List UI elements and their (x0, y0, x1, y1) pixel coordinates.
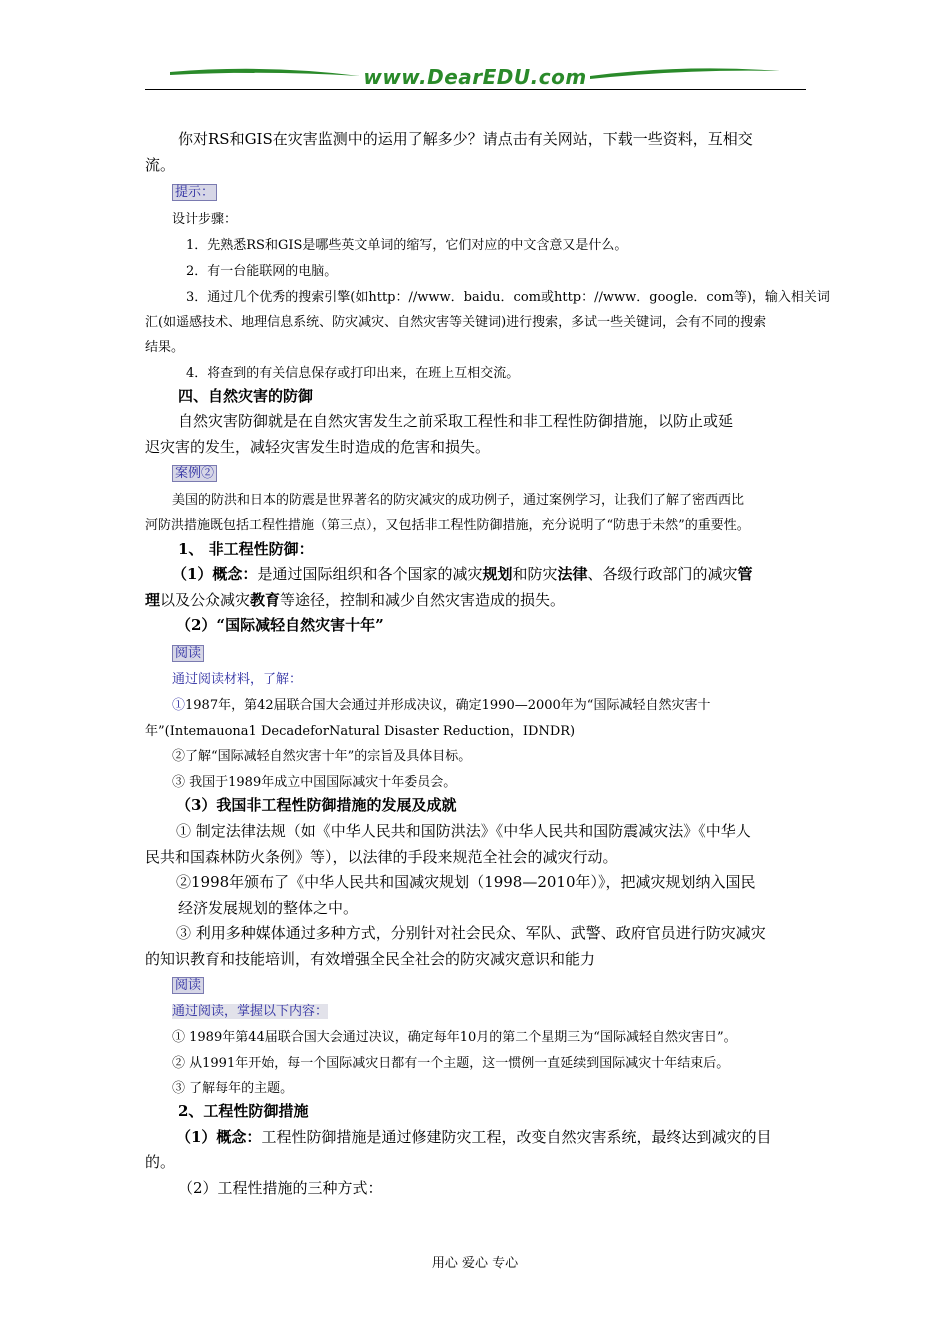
section-4-para-line-2: 迟灾害的发生，减轻灾害发生时造成的危害和损失。 (145, 438, 491, 456)
concept-text-3: 、各级行政部门的减灾 (587, 565, 738, 583)
intro-line-2: 流。 (145, 156, 176, 174)
concept-text-1: 是通过国际组织和各个国家的减灾 (257, 565, 483, 583)
case-line-2: 河防洪措施既包括工程性措施（第三点），又包括非工程性防御措施，充分说明了“防患于未然”的重要性。 (145, 518, 750, 533)
concept-text-4: 以及公众减灾 (160, 591, 251, 609)
engineering-concept-line-2: 的。 (145, 1153, 176, 1171)
read-1-item-1-marker: ① (172, 698, 186, 713)
read-2-intro-wrap (172, 1000, 328, 1019)
step-3-line-3: 结果。 (145, 340, 185, 355)
header-rule (145, 89, 806, 90)
page-footer: 用心 爱心 专心 (431, 1256, 519, 1271)
step-3-line-1: 3．通过几个优秀的搜索引擎(如http：//www．baidu．com或http：//www．google．com等)，输入相关词 (186, 290, 830, 305)
left-swoosh (170, 69, 360, 76)
china-item-1-line-1: ① 制定法律法规（如《中华人民共和国防洪法》《中华人民共和国防震减灾法》《中华人 (176, 822, 751, 840)
site-logo-text[interactable]: www.DearEDU.com (363, 65, 587, 89)
read-2-item-2: ② 从1991年开始，每一个国际减灾日都有一个主题，这一惯例一直延续到国际减灾十年结束后。 (172, 1056, 730, 1071)
concept-label: （1）概念： (172, 565, 258, 583)
read-tag-1: 阅读 (172, 645, 204, 662)
read-2-item-3: ③ 了解每年的主题。 (172, 1081, 294, 1096)
tip-tag: 提示： (172, 184, 217, 201)
right-swoosh (590, 68, 780, 79)
non-engineering-title: 1、 非工程性防御： (178, 540, 314, 558)
concept-1-line-2 (145, 589, 565, 610)
china-item-3-line-1: ③ 利用多种媒体通过多种方式，分别针对社会民众、军队、武警、政府官员进行防灾减灾 (176, 924, 766, 942)
keyword-manage: 管 (737, 565, 753, 583)
keyword-manage-2: 理 (145, 591, 161, 609)
read-label-1 (172, 642, 204, 661)
keyword-education: 教育 (250, 591, 281, 609)
keyword-law: 法律 (557, 565, 588, 583)
engineering-concept-line-1 (176, 1126, 771, 1147)
case-line-1: 美国的防洪和日本的防震是世界著名的防灾减灾的成功例子，通过案例学习，让我们了解了密西西比 (172, 493, 745, 508)
case-tag: 案例② (172, 465, 217, 482)
step-4: 4．将查到的有关信息保存或打印出来，在班上互相交流。 (186, 366, 520, 381)
step-1: 1．先熟悉RS和GIS是哪些英文单词的缩写，它们对应的中文含意又是什么。 (186, 238, 628, 253)
decade-title: （2）“国际减轻自然灾害十年” (176, 616, 384, 634)
read-1-item-2: ②了解“国际减轻自然灾害十年”的宗旨及具体目标。 (172, 749, 472, 764)
china-item-2-line-2: 经济发展规划的整体之中。 (178, 899, 359, 917)
read-1-item-1-line-2: 年”(Intemauona1 DecadeforNatural Disaster Reduction，IDNDR) (145, 724, 576, 739)
concept-text-5: 等途径，控制和减少自然灾害造成的损失。 (280, 591, 566, 609)
engineering-concept-label: （1）概念： (176, 1128, 262, 1146)
engineering-concept-text: 工程性防御措施是通过修建防灾工程，改变自然灾害系统，最终达到减灾的目 (261, 1128, 772, 1146)
read-label-2 (172, 974, 204, 993)
read-1-item-1-text: 1987年，第42届联合国大会通过并形成决议，确定1990—2000年为“国际减轻自然灾害十 (185, 698, 711, 713)
read-1-item-3: ③ 我国于1989年成立中国国际减灾十年委员会。 (172, 775, 457, 790)
concept-text-2: 和防灾 (512, 565, 558, 583)
china-item-3-line-2: 的知识教育和技能培训，有效增强全民全社会的防灾减灾意识和能力 (145, 950, 596, 968)
section-4-para-line-1: 自然灾害防御就是在自然灾害发生之前采取工程性和非工程性防御措施，以防止或延 (178, 412, 734, 430)
step-2: 2．有一台能联网的电脑。 (186, 264, 338, 279)
read-1-item-1-line-1 (172, 694, 710, 713)
read-2-intro: 通过阅读，掌握以下内容： (172, 1004, 329, 1019)
china-item-2-line-1: ②1998年颁布了《中华人民共和国减灾规划（1998—2010年）》，把减灾规划纳入国民 (176, 873, 756, 891)
read-2-item-1: ① 1989年第44届联合国大会通过决议，确定每年10月的第二个星期三为“国际减轻自然灾害日”。 (172, 1030, 737, 1045)
keyword-planning: 规划 (482, 565, 513, 583)
page-header (145, 62, 806, 92)
tip-label (172, 181, 217, 200)
concept-1-line-1 (172, 563, 753, 584)
step-3-line-2: 汇(如遥感技术、地理信息系统、防灾减灾、自然灾害等关键词)进行搜索，多试一些关键词，会有不同的搜索 (145, 315, 767, 330)
china-measures-title: （3）我国非工程性防御措施的发展及成就 (176, 796, 457, 814)
read-tag-2: 阅读 (172, 977, 204, 994)
section-4-title: 四、自然灾害的防御 (178, 387, 314, 405)
engineering-title: 2、工程性防御措施 (178, 1102, 309, 1120)
steps-title: 设计步骤： (172, 212, 238, 227)
china-item-1-line-2: 民共和国森林防火条例》等），以法律的手段来规范全社会的减灾行动。 (145, 848, 618, 866)
case-label (172, 462, 217, 481)
read-1-intro: 通过阅读材料，了解： (172, 672, 303, 687)
engineering-three-ways: （2）工程性措施的三种方式： (178, 1179, 383, 1197)
intro-line-1: 你对RS和GIS在灾害监测中的运用了解多少？请点击有关网站，下载一些资料，互相交 (178, 130, 753, 148)
